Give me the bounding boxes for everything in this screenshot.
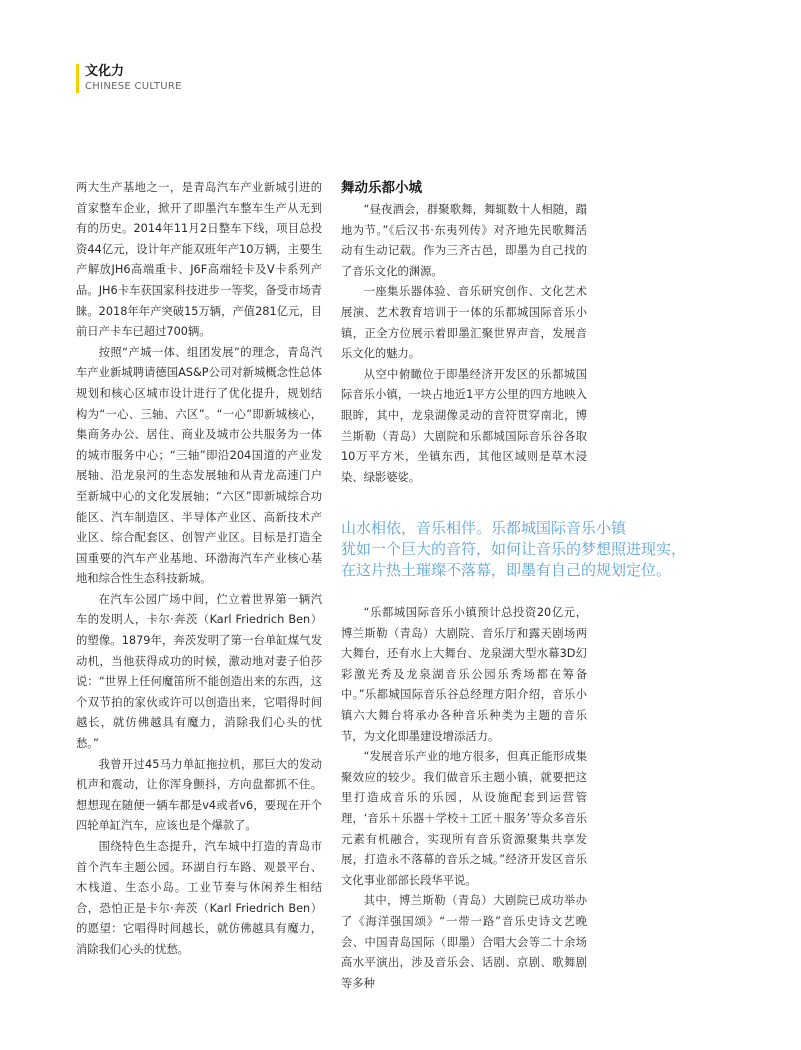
right-article-column-top: [341, 178, 587, 488]
article-paragraph: 一座集乐器体验、音乐研究创作、文化艺术展演、艺术教育培训于一体的乐都城国际音乐小镇，正全方位展示着即墨汇聚世界声音，发展音乐文化的魅力。: [341, 285, 587, 361]
article-paragraph: “昼夜酒会，群聚歌舞，舞辄数十人相随，蹋地为节。”《后汉书·东夷列传》对齐地先民歌舞活动有生动记载。作为三齐古邑，即墨为自己找的了音乐文化的渊源。: [341, 203, 587, 278]
pull-quote-line: 犹如一个巨大的音符，如何让音乐的梦想照进现实，: [341, 540, 687, 558]
section-title: 舞动乐都小城: [341, 180, 422, 196]
article-paragraph: 从空中俯瞰位于即墨经济开发区的乐都城国际音乐小镇，一块占地近1平方公里的四方地映入眼眸，其中，龙泉湖像灵动的音符贯穿南北，博兰斯勒（青岛）大剧院和乐都城国际音乐谷各取10万平方米，坐镇东西，其他区域则是草木浸染、绿影婆娑。: [341, 367, 587, 484]
section-name-chinese: 文化力: [85, 64, 125, 79]
pull-quote: [341, 518, 761, 581]
left-article-column: [76, 178, 322, 961]
right-article-column-bottom: [341, 603, 587, 994]
magazine-section-header: [76, 64, 182, 93]
article-paragraph: 在汽车公园广场中间，伫立着世界第一辆汽车的发明人，卡尔·奔茨（Karl Friedrich Ben）的塑像。1879年，奔茨发明了第一台单缸煤气发动机，当他获得成功的时候，激动地对妻子伯莎说：“世界上任何魔笛所不能创造出来的东西，这个双节拍的家伙或许可以创造出来，它唱得时间越长，就仿佛越具有魔力，消除我们心头的忧愁。”: [76, 592, 322, 751]
article-paragraph: “发展音乐产业的地方很多，但真正能形成集聚效应的较少。我们做音乐主题小镇，就要把这里打造成音乐的乐园，从设施配套到运营管理，‘音乐＋乐器＋学校＋工匠＋服务’等众多音乐元素有机融合，实现所有音乐资源聚集共享发展，打造永不落幕的音乐之城。”经济开发区音乐文化事业部部长段华平说。: [341, 750, 587, 887]
section-name-english: CHINESE CULTURE: [85, 81, 182, 92]
pull-quote-line: 在这片热土璀璨不落幕，即墨有自己的规划定位。: [341, 561, 672, 579]
article-paragraph: 两大生产基地之一，是青岛汽车产业新城引进的首家整车企业，掀开了即墨汽车整车生产从无到有的历史。2014年11月2日整车下线，项目总投资44亿元，设计年产能双班年产10万辆，主要生产解放JH6高端重卡、J6F高端轻卡及V卡系列产品。JH6卡车获国家科技进步一等奖，备受市场青睐。2018年年产突破15万辆，产值281亿元，目前日产卡车已超过700辆。: [76, 181, 322, 339]
article-paragraph: 我曾开过45马力单缸拖拉机，那巨大的发动机声和震动，让你浑身颤抖，方向盘都抓不住。想想现在随便一辆车都是v4或者v6，要现在开个四轮单缸汽车，应该也是个爆款了。: [76, 757, 322, 833]
article-paragraph: 围绕特色生态提升，汽车城中打造的青岛市首个汽车主题公园。环湖自行车路、观景平台、木栈道、生态小岛。工业节奏与休闲养生相结合，恐怕正是卡尔·奔茨（Karl Friedrich Ben）的愿望：它唱得时间越长，就仿佛越具有魔力，消除我们心头的忧愁。: [76, 840, 322, 956]
article-paragraph: 其中，博兰斯勒（青岛）大剧院已成功举办了《海洋强国颂》“一带一路”音乐史诗文艺晚会、中国青岛国际（即墨）合唱大会等二十余场高水平演出，涉及音乐会、话剧、京剧、歌舞剧等多种: [341, 894, 587, 990]
article-paragraph: “乐都城国际音乐小镇预计总投资20亿元，博兰斯勒（青岛）大剧院、音乐厅和露天剧场两大舞台，还有水上大舞台、龙泉湖大型水幕3D幻彩激光秀及龙泉湖音乐公园乐秀场都在筹备中。”乐都城国际音乐谷总经理方阳介绍，音乐小镇六大舞台将承办各种音乐种类为主题的音乐节，为文化即墨建设增添活力。: [341, 606, 587, 743]
pull-quote-line: 山水相依，音乐相伴。乐都城国际音乐小镇: [341, 519, 627, 537]
article-paragraph: 按照“产城一体、组团发展”的理念，青岛汽车产业新城聘请德国AS&P公司对新城概念性总体规划和核心区城市设计进行了优化提升，规划结构为“一心、三轴、六区”。“一心”即新城核心，集商务办公、居住、商业及城市公共服务为一体的城市服务中心；“三轴”即沿204国道的产业发展轴、沿龙泉河的生态发展轴和从青龙高速门户至新城中心的文化发展轴；“六区”即新城综合功能区、汽车制造区、半导体产业区、高新技术产业区、综合配套区、创智产业区。目标是打造全国重要的汽车产业基地、环渤海汽车产业核心基地和综合性生态科技新城。: [76, 345, 322, 586]
